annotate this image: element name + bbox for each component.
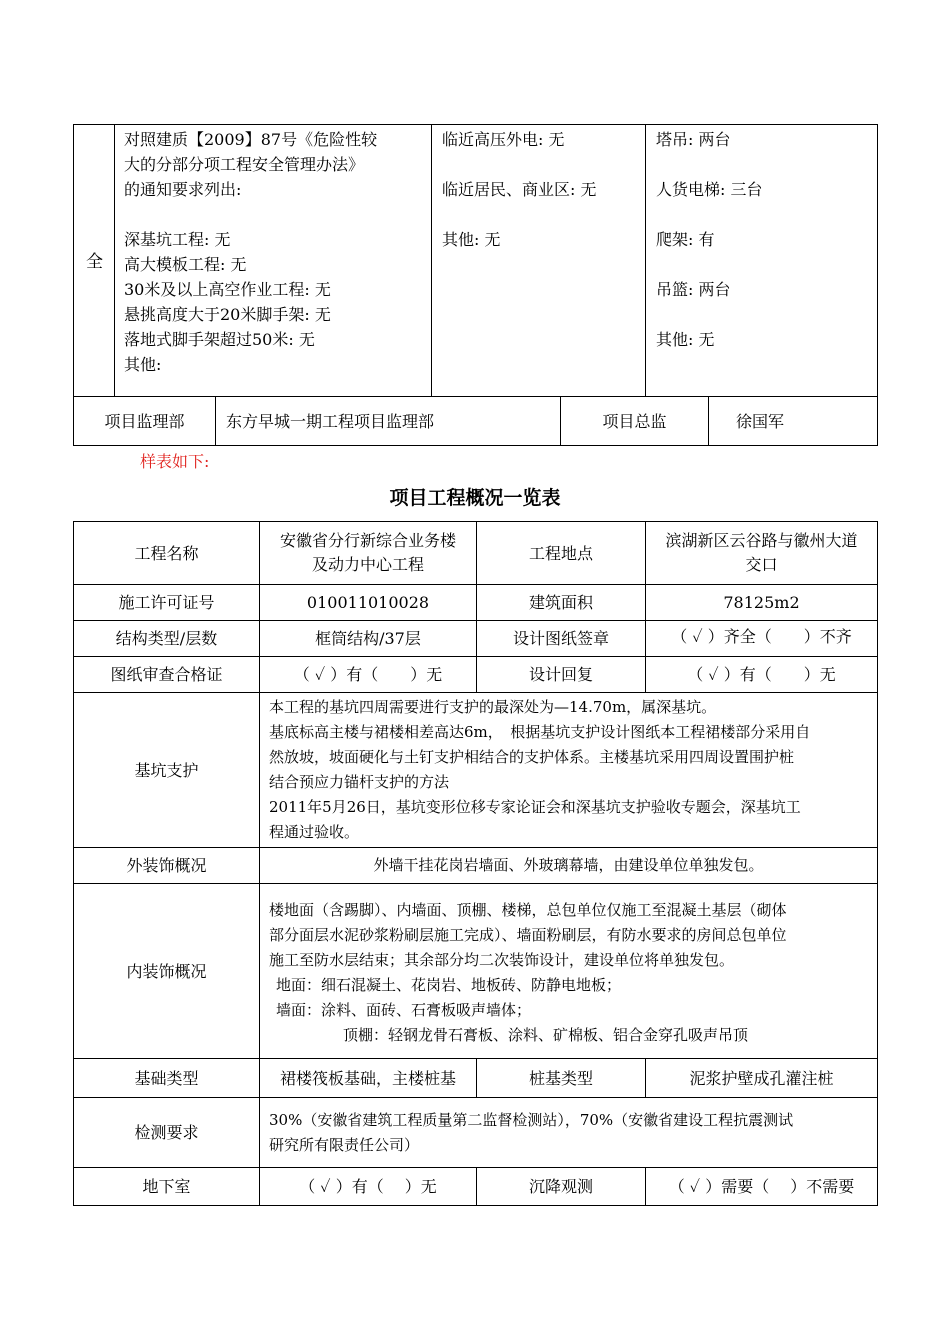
equipment-line: 爬架: 有 xyxy=(656,230,715,249)
pit-support-line: 基底标高主楼与裙楼相差高达6m， 根据基坑支护设计图纸本工程裙楼部分采用自 xyxy=(269,723,811,741)
equipment-line: 其他: 无 xyxy=(656,330,715,349)
testing-line: 30%（安徽省建筑工程质量第二监督检测站），70%（安徽省建设工程抗震测试 xyxy=(269,1111,794,1129)
equipment-line: 人货电梯: 三台 xyxy=(656,180,763,199)
drawing-seal-label: 设计图纸签章 xyxy=(512,629,609,648)
permit-value: 010011010028 xyxy=(306,593,430,612)
foundation-value: 裙楼筏板基础，主楼桩基 xyxy=(279,1068,456,1088)
pile-type-value: 泥浆护壁成孔灌注桩 xyxy=(689,1068,834,1088)
foundation-label: 基础类型 xyxy=(134,1068,199,1088)
structure-label: 结构类型/层数 xyxy=(115,629,218,648)
pit-support-label: 基坑支护 xyxy=(134,760,199,780)
design-reply-value: （ ✓ ）有（ ）无 xyxy=(687,665,836,684)
exterior-label: 外装饰概况 xyxy=(126,856,207,875)
project-location-line: 滨湖新区云谷路与徽州大道 xyxy=(665,531,858,550)
hazard-line: 深基坑工程: 无 xyxy=(124,230,231,249)
basement-value: （ ✓ ）有（ ）无 xyxy=(299,1177,437,1196)
project-location-line: 交口 xyxy=(745,555,778,574)
hazard-line: 对照建质【2009】87号《危险性较 xyxy=(124,130,378,149)
settlement-value: （ ✓ ）需要（ ）不需要 xyxy=(668,1177,855,1196)
exterior-value: 外墙干挂花岗岩墙面、外玻璃幕墙，由建设单位单独发包。 xyxy=(373,856,764,874)
area-label: 建筑面积 xyxy=(528,593,593,612)
review-cert-value: （ ✓ ）有（ ）无 xyxy=(293,665,443,684)
project-location-label: 工程地点 xyxy=(528,543,593,563)
interior-line: 施工至防水层结束；其余部分均二次装饰设计，建设单位将单独发包。 xyxy=(269,951,735,969)
sample-note: 样表如下: xyxy=(140,452,210,471)
project-name-line: 安徽省分行新综合业务楼 xyxy=(279,531,456,550)
pit-support-line: 程通过验收。 xyxy=(269,823,360,841)
permit-label: 施工许可证号 xyxy=(118,593,215,612)
dept-label: 项目监理部 xyxy=(104,411,185,431)
equipment-line: 吊篮: 两台 xyxy=(656,280,731,299)
pit-support-line: 2011年5月26日，基坑变形位移专家论证会和深基坑支护验收专题会，深基坑工 xyxy=(269,798,801,816)
dept-value: 东方早城一期工程项目监理部 xyxy=(226,411,435,431)
testing-label: 检测要求 xyxy=(134,1123,199,1142)
chief-value: 徐国军 xyxy=(736,411,785,431)
drawing-seal-value: （ ✓ ）齐全（ ）不齐 xyxy=(671,626,852,646)
area-value: 78125m2 xyxy=(723,593,800,612)
hazard-line: 的通知要求列出: xyxy=(124,180,242,199)
interior-line: 楼地面（含踢脚）、内墙面、顶棚、楼梯，总包单位仅施工至混凝土基层（砌体 xyxy=(269,901,787,919)
interior-line: 墙面：涂料、面砖、石膏板吸声墙体； xyxy=(276,1001,532,1019)
hazard-line: 高大模板工程: 无 xyxy=(124,255,247,274)
pile-type-label: 桩基类型 xyxy=(528,1068,593,1088)
pit-support-line: 结合预应力锚杆支护的方法 xyxy=(269,773,450,791)
pit-support-line: 然放坡，坡面硬化与土钉支护相结合的支护体系。主楼基坑采用四周设置围护桩 xyxy=(269,748,795,766)
project-name-value xyxy=(260,522,476,584)
interior-line: 顶棚：轻钢龙骨石膏板、涂料、矿棉板、铝合金穿孔吸声吊顶 xyxy=(343,1026,749,1044)
settlement-label: 沉降观测 xyxy=(528,1177,593,1196)
review-cert-label: 图纸审查合格证 xyxy=(110,665,223,684)
hazard-line: 悬挑高度大于20米脚手架: 无 xyxy=(124,305,331,324)
surroundings-line: 临近居民、商业区: 无 xyxy=(442,180,597,199)
hazard-line: 其他: xyxy=(124,355,162,374)
surroundings-line: 临近高压外电: 无 xyxy=(442,130,565,149)
surroundings-line: 其他: 无 xyxy=(442,230,501,249)
pit-support-line: 本工程的基坑四周需要进行支护的最深处为—14.70m，属深基坑。 xyxy=(269,698,717,716)
testing-line: 研究所有限责任公司） xyxy=(269,1136,420,1154)
hazard-line: 30米及以上高空作业工程: 无 xyxy=(124,280,331,299)
hazard-line: 落地式脚手架超过50米: 无 xyxy=(124,330,315,349)
page-title: 项目工程概况一览表 xyxy=(389,487,561,509)
structure-value: 框筒结构/37层 xyxy=(315,629,421,648)
interior-line: 部分面层水泥砂浆粉刷层施工完成）、墙面粉刷层，有防水要求的房间总包单位 xyxy=(269,926,787,944)
equipment-line: 塔吊: 两台 xyxy=(656,130,731,149)
project-location-value xyxy=(646,522,877,584)
hazard-line: 大的分部分项工程安全管理办法》 xyxy=(124,155,365,174)
project-name-label: 工程名称 xyxy=(134,543,199,563)
interior-label: 内装饰概况 xyxy=(126,961,207,981)
basement-label: 地下室 xyxy=(142,1177,191,1196)
project-name-line: 及动力中心工程 xyxy=(311,555,424,574)
interior-line: 地面：细石混凝土、花岗岩、地板砖、防静电地板； xyxy=(276,976,622,994)
category-label: 全 xyxy=(86,252,103,272)
design-reply-label: 设计回复 xyxy=(528,665,593,684)
chief-label: 项目总监 xyxy=(602,411,667,431)
